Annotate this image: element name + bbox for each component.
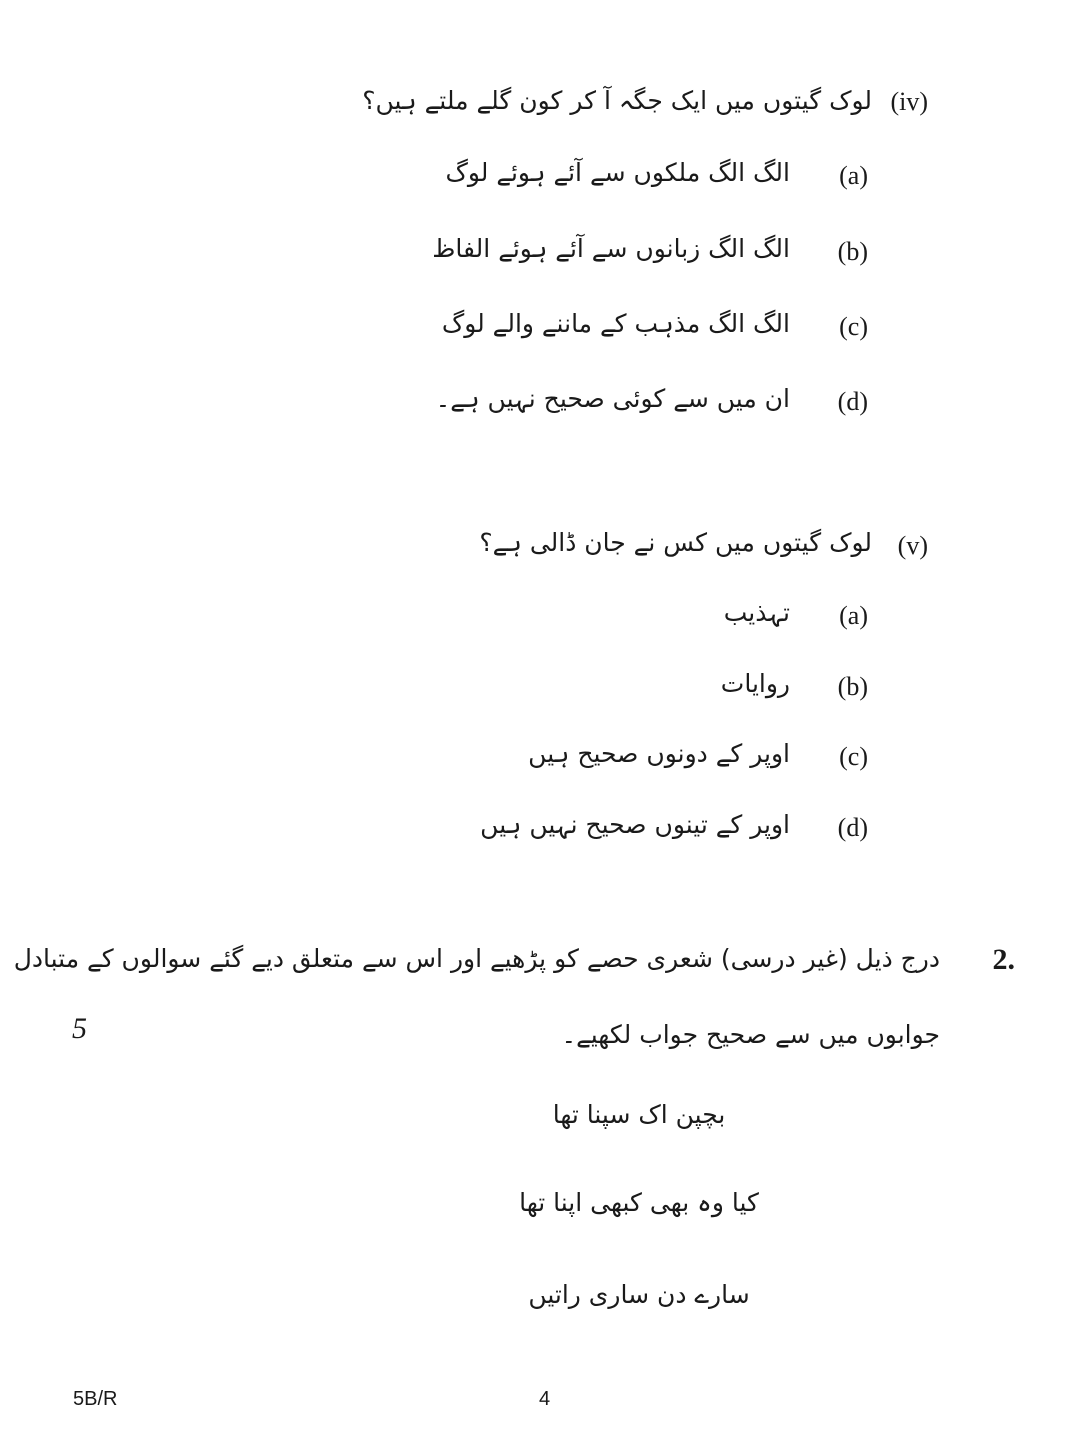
paper-code: 5B/R: [73, 1388, 118, 1410]
option-v-c-text: اوپر کے دونوں صحیح ہیں: [528, 739, 790, 768]
marks: 5: [72, 1012, 87, 1045]
option-iv-d-label: (d): [837, 387, 868, 416]
question-2-line-1: درج ذیل (غیر درسی) شعری حصے کو پڑھیے اور اس سے متعلق دیے گئے سوالوں کے متبادل: [13, 944, 940, 973]
page-number: 4: [539, 1388, 551, 1410]
question-iv-number: (iv): [890, 87, 928, 116]
option-v-b-label: (b): [837, 672, 868, 701]
question-v-number: (v): [897, 531, 928, 560]
option-v-d-label: (d): [837, 813, 868, 842]
option-v-d-text: اوپر کے تینوں صحیح نہیں ہیں: [480, 810, 790, 839]
option-iv-b-text: الگ الگ زبانوں سے آئے ہوئے الفاظ: [432, 234, 790, 263]
option-iv-c-label: (c): [839, 312, 868, 341]
option-iv-a-label: (a): [839, 161, 868, 190]
question-v-text: لوک گیتوں میں کس نے جان ڈالی ہے؟: [479, 528, 872, 557]
option-v-a-text: تہذیب: [723, 598, 790, 627]
option-iv-a-text: الگ الگ ملکوں سے آئے ہوئے لوگ: [445, 158, 790, 187]
question-iv-text: لوک گیتوں میں ایک جگہ آ کر کون گلے ملتے ہیں؟: [362, 86, 872, 115]
poem-line-2: کیا وہ بھی کبھی اپنا تھا: [519, 1188, 759, 1217]
option-v-b-text: روایات: [720, 669, 790, 698]
poem-line-3: سارے دن ساری راتیں: [528, 1280, 750, 1309]
option-iv-b-label: (b): [837, 237, 868, 266]
question-2-line-2: جوابوں میں سے صحیح جواب لکھیے۔: [561, 1020, 940, 1049]
option-v-c-label: (c): [839, 742, 868, 771]
option-v-a-label: (a): [839, 601, 868, 630]
poem-line-1: بچپن اک سپنا تھا: [552, 1100, 726, 1129]
option-iv-c-text: الگ الگ مذہب کے ماننے والے لوگ: [441, 309, 790, 338]
option-iv-d-text: ان میں سے کوئی صحیح نہیں ہے۔: [435, 384, 790, 413]
question-2-number: 2.: [992, 943, 1015, 976]
